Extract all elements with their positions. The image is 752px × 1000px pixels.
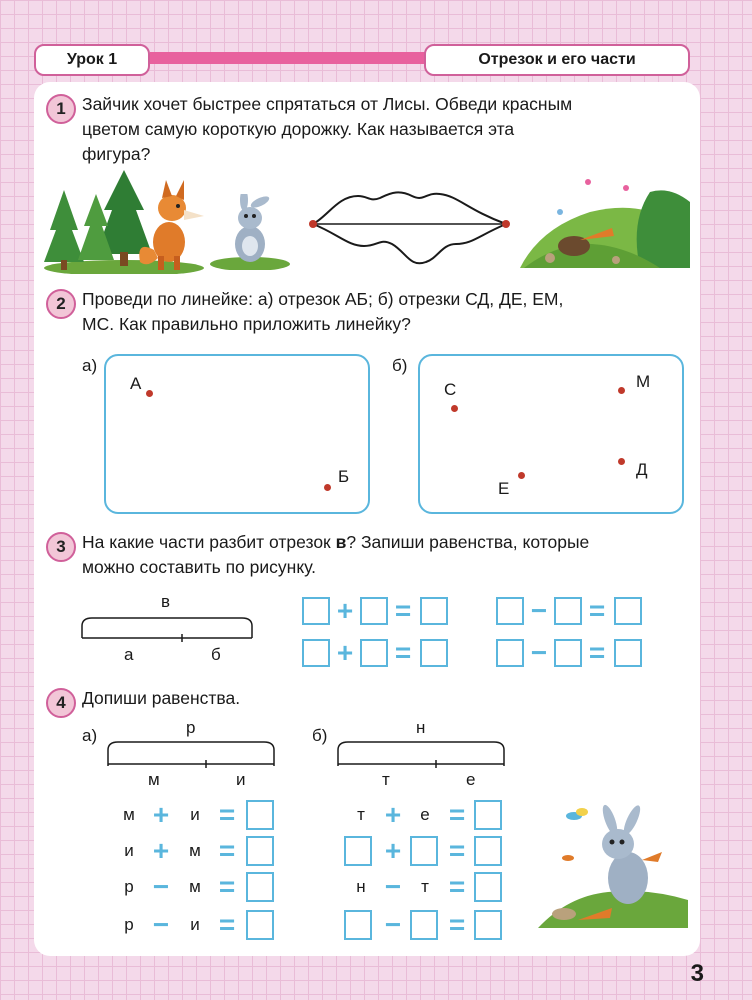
answer-box[interactable] — [474, 872, 502, 902]
task3-segment-name: в — [335, 532, 347, 552]
plus-sign: + — [152, 799, 170, 830]
operand: т — [421, 877, 429, 896]
header-stripe — [172, 52, 175, 64]
segment-part-label: м — [148, 770, 160, 789]
minus-sign: − — [530, 595, 548, 626]
equals-sign: = — [448, 799, 466, 830]
lesson-label: Урок 1 — [34, 44, 150, 76]
task1-line: цветом самую короткую дорожку. Как называется эта — [82, 119, 515, 139]
task1-line: фигура? — [82, 144, 151, 164]
answer-box[interactable] — [614, 639, 642, 667]
point-marker — [618, 387, 625, 394]
point-label: С — [444, 380, 457, 399]
equals-sign: = — [394, 595, 412, 626]
header-bar — [150, 52, 428, 64]
task3-line: можно составить по рисунку. — [82, 557, 317, 577]
answer-box[interactable] — [474, 910, 502, 940]
equals-sign: = — [218, 871, 236, 902]
answer-box[interactable] — [360, 597, 388, 625]
plus-sign: + — [336, 595, 354, 626]
task2-text — [82, 287, 563, 337]
task1-text — [82, 92, 572, 167]
page-number: 3 — [690, 960, 704, 987]
equals-sign: = — [394, 637, 412, 668]
paths-figure — [308, 186, 512, 274]
answer-box[interactable] — [410, 910, 438, 940]
answer-box[interactable] — [246, 910, 274, 940]
task3-text — [82, 530, 589, 580]
task4-text: Допиши равенства. — [82, 688, 241, 708]
answer-box[interactable] — [246, 836, 274, 866]
task2-part-b-label: б) — [392, 356, 408, 375]
answer-box[interactable] — [410, 836, 438, 866]
segment-part-label: и — [236, 770, 246, 789]
minus-sign: − — [152, 909, 170, 940]
answer-box[interactable] — [474, 800, 502, 830]
answer-box[interactable] — [496, 597, 524, 625]
bunny-illustration — [208, 194, 292, 270]
task1-number: 1 — [46, 94, 76, 124]
task2-box-a — [104, 354, 370, 514]
equals-sign: = — [448, 909, 466, 940]
answer-box[interactable] — [302, 639, 330, 667]
answer-box[interactable] — [554, 597, 582, 625]
burrow-hill-illustration — [520, 172, 690, 272]
segment-whole-label: н — [416, 718, 426, 737]
answer-box[interactable] — [344, 910, 372, 940]
point-label: А — [130, 374, 142, 393]
segment-part-label: б — [211, 645, 221, 664]
minus-sign: − — [530, 637, 548, 668]
segment-part-label: а — [124, 645, 134, 664]
segment-part-label: т — [382, 770, 390, 789]
task4-part-b-label: б) — [312, 726, 328, 745]
header-stripe — [164, 52, 167, 64]
point-marker — [324, 484, 331, 491]
answer-box[interactable] — [496, 639, 524, 667]
operand: м — [189, 877, 201, 896]
segment-diagram — [80, 612, 256, 642]
forest-fox-illustration — [44, 170, 204, 274]
equals-sign: = — [448, 871, 466, 902]
operand: т — [357, 805, 365, 824]
answer-box[interactable] — [246, 800, 274, 830]
point-label: Д — [636, 460, 648, 479]
operand: м — [123, 805, 135, 824]
segment-diagram — [106, 738, 278, 768]
operand: и — [124, 841, 134, 860]
task3-line: ? Запиши равенства, которые — [346, 532, 590, 552]
bunny-carrot-illustration — [538, 800, 688, 930]
operand: и — [190, 805, 200, 824]
equals-sign: = — [218, 799, 236, 830]
plus-sign: + — [384, 835, 402, 866]
operand: и — [190, 915, 200, 934]
minus-sign: − — [152, 871, 170, 902]
answer-box[interactable] — [302, 597, 330, 625]
plus-sign: + — [384, 799, 402, 830]
operand: м — [189, 841, 201, 860]
task2-part-a-label: а) — [82, 356, 98, 375]
answer-box[interactable] — [420, 597, 448, 625]
segment-whole-label: р — [186, 718, 196, 737]
point-label: Е — [498, 479, 510, 498]
point-marker — [451, 405, 458, 412]
equals-sign: = — [218, 835, 236, 866]
point-marker — [618, 458, 625, 465]
segment-part-label: е — [466, 770, 476, 789]
answer-box[interactable] — [360, 639, 388, 667]
task2-line: Проведи по линейке: а) отрезок АБ; б) отрезки СД, ДЕ, ЕМ, — [82, 289, 564, 309]
task4-number: 4 — [46, 688, 76, 718]
equals-sign: = — [448, 835, 466, 866]
minus-sign: − — [384, 871, 402, 902]
answer-box[interactable] — [474, 836, 502, 866]
equals-sign: = — [588, 637, 606, 668]
segment-whole-label: в — [161, 592, 171, 611]
task3-number: 3 — [46, 532, 76, 562]
point-label: Б — [338, 467, 350, 486]
point-marker — [518, 472, 525, 479]
answer-box[interactable] — [614, 597, 642, 625]
operand: е — [420, 805, 430, 824]
point-label: М — [636, 372, 651, 391]
answer-box[interactable] — [554, 639, 582, 667]
answer-box[interactable] — [420, 639, 448, 667]
equals-sign: = — [588, 595, 606, 626]
answer-box[interactable] — [246, 872, 274, 902]
plus-sign: + — [152, 835, 170, 866]
segment-diagram — [336, 738, 508, 768]
operand: н — [356, 877, 366, 896]
header-stripe — [156, 52, 159, 64]
plus-sign: + — [336, 637, 354, 668]
task1-line: Зайчик хочет быстрее спрятаться от Лисы. Обведи красным — [82, 94, 573, 114]
operand: р — [124, 915, 134, 934]
task2-number: 2 — [46, 289, 76, 319]
task2-line: МС. Как правильно приложить линейку? — [82, 314, 411, 334]
task3-line: На какие части разбит отрезок — [82, 532, 336, 552]
task4-part-a-label: а) — [82, 726, 98, 745]
answer-box[interactable] — [344, 836, 372, 866]
topic-title: Отрезок и его части — [424, 44, 690, 76]
operand: р — [124, 877, 134, 896]
point-marker — [146, 390, 153, 397]
minus-sign: − — [384, 909, 402, 940]
equals-sign: = — [218, 909, 236, 940]
